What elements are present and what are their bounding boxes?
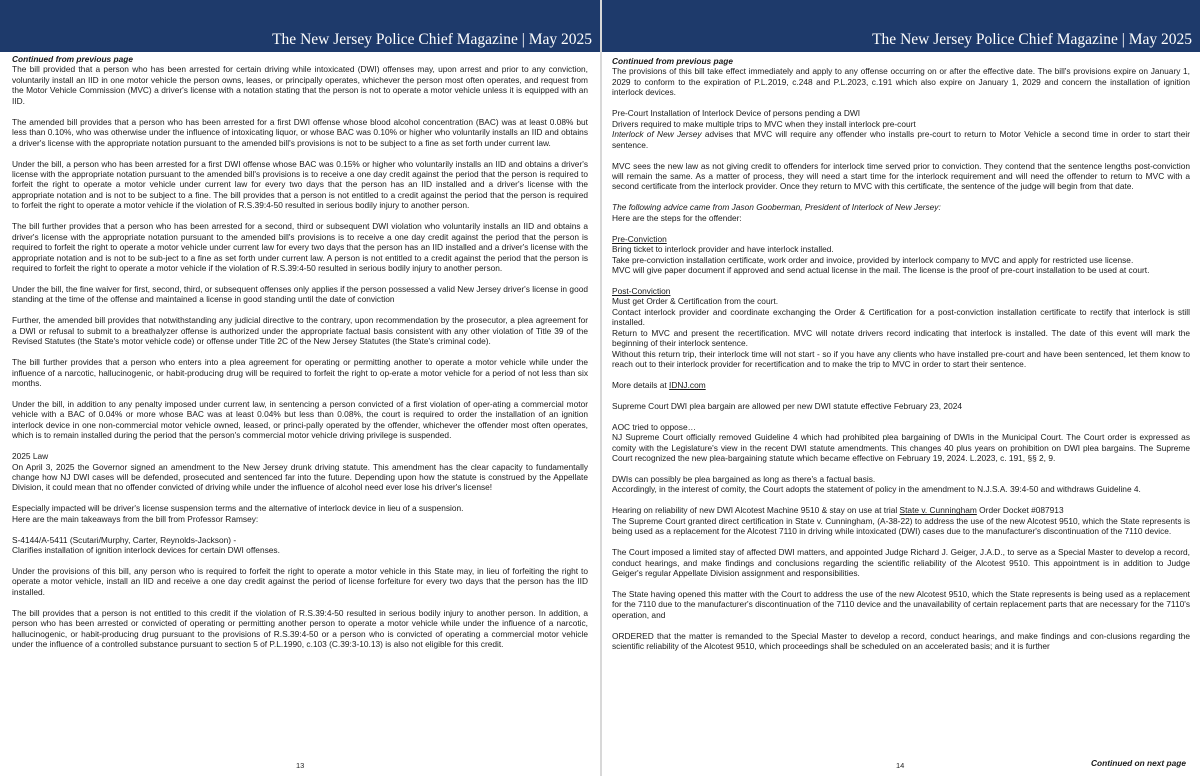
magazine-title: The New Jersey Police Chief Magazine | May 2025 [872,31,1192,48]
body-paragraph: Under the bill, the fine waiver for first, second, third, or subsequent offenses only applies if the person possessed a valid New Jersey driver's license in good standing at the time of the offense and maintained a license in good standing until the date of conviction [12,283,588,305]
body-paragraph: Drivers required to make multiple trips to MVC when they install interlock pre-court [612,118,916,129]
law-heading: 2025 Law [12,451,49,462]
postconviction-heading: Post-Conviction [612,285,671,296]
bill-reference: S-4144/A-5411 (Scutari/Murphy, Carter, Reynolds-Jackson) - [12,534,237,545]
body-paragraph: On April 3, 2025 the Governor signed an amendment to the New Jersey drunk driving statute. This amendment has the clear capacity to fundamentally change how NJ DWI cases will be defended, prosecuted and sentenced far into the future. Depending upon how the statute is construed by the Appellate Division, it could mean that no offender convicted of driving while under the influence of alcohol need ever lose his driver's license! [12,461,588,493]
source-name: Interlock of New Jersey [612,129,702,140]
step-item: Bring ticket to interlock provider and have interlock installed. [612,244,834,255]
magazine-title: The New Jersey Police Chief Magazine | May 2025 [272,31,592,48]
left-page-header [0,0,600,52]
body-paragraph: The provisions of this bill take effect immediately and apply to any offense occurring on or after the effective date. The bill's provisions expire on January 1, 2029 to conform to the expiration of P.L.2019, c.248 and P.L.2023, c.191 which also expire on January 1, 2029 and concern the installation of ignition interlock devices. [612,66,1190,98]
body-paragraph: The bill further provides that a person who has been arrested for a second, third or subsequent DWI violation who voluntarily installs an IID and obtains a driver's license with the appropriate notation pursuant to the amended bill's provisions is to receive a one day credit against the period that the person is required to forfeit the right to operate a motor vehicle under current law for every two days that the person has an IID installed and a driver's license with the appropriate notation and is not to be sub-ject to a fine as set forth under current law. A person is not entitled to a credit against the period that the person is required to forfeit the right to operate a motor vehicle if the violation of R.S.39:4-50 resulted in serious bodily injury to another person. [12,221,588,274]
right-page-header [602,0,1200,52]
idnj-link[interactable]: IDNJ.com [669,379,706,390]
body-paragraph: Under the bill, in addition to any penalty imposed under current law, in sentencing a person convicted of a first violation of oper-ating a commercial motor vehicle with a BAC of 0.04% or more whose BAC was at least 0.04% but less than 0.08%, the court is required to order the installation of an ignition interlock device in one non-commercial motor vehicle owned, leased, or princi-pally operated by the offender, whichever the offender most often operates, which is to remain installed during the period that the person's commercial motor vehicle driving privilege is suspended. [12,398,588,441]
body-paragraph: The State having opened this matter with the Court to address the use of the new Alcotest 9510, which the State represents is being used as a replacement for the 7110 due to the manufacturer's discontinuation of the 7110 device and the unavailability of certain replacement parts that are necessary for the 7110's operation, and [612,588,1190,620]
body-paragraph: DWIs can possibly be plea bargained as long as there's a factual basis. [612,473,876,484]
body-paragraph: NJ Supreme Court officially removed Guideline 4 which had prohibited plea bargaining of DWIs in the Municipal Court. The Court order is expressed as comity with the Legislature's view in the recent DWI statute amendments. This changes 40 plus years on prohibition on DWI plea bargains. The Supreme Court recognized the new plea-bargaining statute which became effective on February 19, 2024. L.2023, c. 191, §§ 2, 9. [612,432,1190,464]
left-page-content [12,54,588,650]
body-paragraph: The bill provided that a person who has been arrested for certain driving while intoxicated (DWI) offenses may, upon arrest and prior to any conviction, voluntarily install an IID in one motor vehicle the person owns, leases, or principally operates, whichever the person most often operates, and request from the Motor Vehicle Commission (MVC) a driver's license with a notation stating that the person is not to operate a motor vehicle unless it is equipped with an IID. [12,64,588,106]
body-paragraph: ORDERED that the matter is remanded to the Special Master to develop a record, conduct hearings, and make findings and con-clusions regarding the scientific reliability of the Alcotest 9510, which proceedings shall be scheduled on an accelerated basis; and it is further [612,630,1190,652]
step-item: Contact interlock provider and coordinate exchanging the Order & Certification for a post-conviction installation certificate to rectify that interlock is still installed. [612,306,1190,328]
body-paragraph: The bill further provides that a person who enters into a plea agreement for operating or permitting another to operate a motor vehicle while under the influence of a narcotic, hallucinogenic, or habit-producing drug will be required to forfeit the right to op-erate a motor vehicle for a period of not less than six months. [12,357,588,388]
step-item: Return to MVC and present the recertification. MVC will notate drivers record indicating that interlock is installed. The date of this event will mark the beginning of their interlock sentence. [612,327,1190,349]
body-paragraph: Under the provisions of this bill, any person who is required to forfeit the right to operate a motor vehicle in this State may, in lieu of forfeiting the right to operate a motor vehicle, install an IID and receive a one day credit against the period of license forfeiture for every two days that the person has the IID installed. [12,566,588,597]
body-paragraph: The Supreme Court granted direct certification in State v. Cunningham, (A-38-22) to address the use of the new Alcotest 9510, which the State represents is being used as a replacement for the Alcotest 7110 in driving while intoxicated (DWI) cases due to the manufacturer's discontinuation of the 7110 device. [612,515,1190,537]
hearing-line: Hearing on reliability of new DWI Alcotest Machine 9510 & stay on use at trial State v. Cunningham Order Docket #087913 [612,505,1064,516]
step-item: MVC will give paper document if approved and send actual license in the mail. The license is the proof of pre-court installation to be used at court. [612,265,1150,275]
advice-attribution: The following advice came from Jason Gooberman, President of Interlock of New Jersey: [612,202,941,213]
right-page-content [612,56,1190,652]
more-details: More details at IDNJ.com [612,379,706,390]
body-paragraph: MVC sees the new law as not giving credit to offenders for interlock time served prior to conviction. They contend that the sentence lengths post-conviction will remain the same. As a matter of process, they will need a start time for the interlock requirement and will need the offender to return to MVC with a second certificate from the interlock provider. Once they return to MVC with this certificate, the sentence of the judge will begin from that date. [612,160,1190,192]
step-item: Without this return trip, their interlock time will not start - so if you have any clients who have installed pre-court and have been sentenced, let them know to reach out to their interlock provider for recertification and to make the trip to MVC in order to start their sentence. [612,348,1190,370]
continued-label: Continued from previous page [12,54,133,64]
body-paragraph: Especially impacted will be driver's license suspension terms and the alternative of interlock device in lieu of a suspension. [12,503,464,514]
body-paragraph: Supreme Court DWI plea bargain are allowed per new DWI statute effective February 23, 2024 [612,400,962,411]
continued-label: Continued from previous page [612,56,733,66]
bill-description: Clarifies installation of ignition interlock devices for certain DWI offenses. [12,545,280,556]
section-heading: Pre-Court Installation of Interlock Device of persons pending a DWI [612,108,861,119]
body-paragraph: The Court imposed a limited stay of affected DWI matters, and appointed Judge Richard J. Geiger, J.A.D., to serve as a Special Master to develop a record, conduct hearings, and make findings and conclusions regarding the scientific reliability of the Alcotest 9510. This appointment is in addition to Judge Geiger's regular Appellate Division assignment and responsibilities. [612,547,1190,579]
body-paragraph: Under the bill, a person who has been arrested for a first DWI offense whose BAC was 0.15% or higher who voluntarily installs an IID and obtains a driver's license with the appropriate notation pursuant to the amended bill's provisions is to receive a one day credit against the period that the person is required to forfeit the right to operate a motor vehicle under current law for every two days that the person has an IID installed and a driver's license with the appropriate notation and is not to be subject to a fine. The bill provides that a person is not entitled to a credit against the period that the person is required to forfeit the right to operate a motor vehicle if the violation of R.S.39:4-50 resulted in serious bodily injury to another person. [12,158,588,211]
continued-next-label: Continued on next page [1090,758,1186,768]
body-paragraph: Here are the main takeaways from the bill from Professor Ramsey: [12,513,259,524]
body-paragraph: Further, the amended bill provides that notwithstanding any judicial directive to the contrary, upon recommendation by the prosecutor, a plea agreement for a DWI or refusal to submit to a breathalyzer offense is authorized under the appropriate factual basis consistent with any other violation of Title 39 of the Revised Statutes (the State's motor vehicle code) or offense under Title 2C of the New Jersey Statutes (the State's criminal code). [12,315,588,347]
step-item: Take pre-conviction installation certificate, work order and invoice, provided by interlock company to MVC and apply for restricted use license. [612,254,1134,265]
case-link[interactable]: State v. Cunningham [899,505,977,516]
body-paragraph: Here are the steps for the offender: [612,212,742,223]
body-paragraph: Interlock of New Jersey advises that MVC will require any offender who installs pre-court to return to Motor Vehicle a second time in order to start their sentence. [612,129,1190,150]
body-paragraph: AOC tried to oppose… [612,421,696,432]
body-paragraph: Accordingly, in the interest of comity, the Court adopts the statement of policy in the amendment to N.J.S.A. 39:4-50 and withdraws Guideline 4. [612,484,1141,495]
preconviction-heading: Pre-Conviction [612,233,667,244]
body-paragraph: The amended bill provides that a person who has been arrested for a first DWI offense whose blood alcohol concentration (BAC) was at least 0.08% but less than 0.10%, who was otherwise under the influence of intoxicating liquor, or whose BAC was 0.10% or higher who voluntarily installs an IID and obtains a driver's license with the appropriate notation pursuant to the amended bill's provisions is not to be subject to a fine as set forth under current law. [12,116,588,148]
body-paragraph: The bill provides that a person is not entitled to this credit if the violation of R.S.39:4-50 resulted in serious bodily injury to another person. In addition, a person who has been arrested or convicted of operating or permitting another person to operate a motor vehicle while under the influence of a narcotic, hallucinogenic, or habit-producing drug pursuant to the provisions of R.S.39:4-50 or a person who is convicted of operating a commercial motor vehicle under the influence of a controlled substance pursuant to section 5 of P.L.1990, c.103 (C.39:3-10.13) is also not eligible for this credit. [12,607,588,650]
right-page [602,0,1200,776]
step-item: Must get Order & Certification from the court. [612,296,779,307]
page-number: 13 [296,761,305,770]
page-number: 14 [896,761,905,770]
